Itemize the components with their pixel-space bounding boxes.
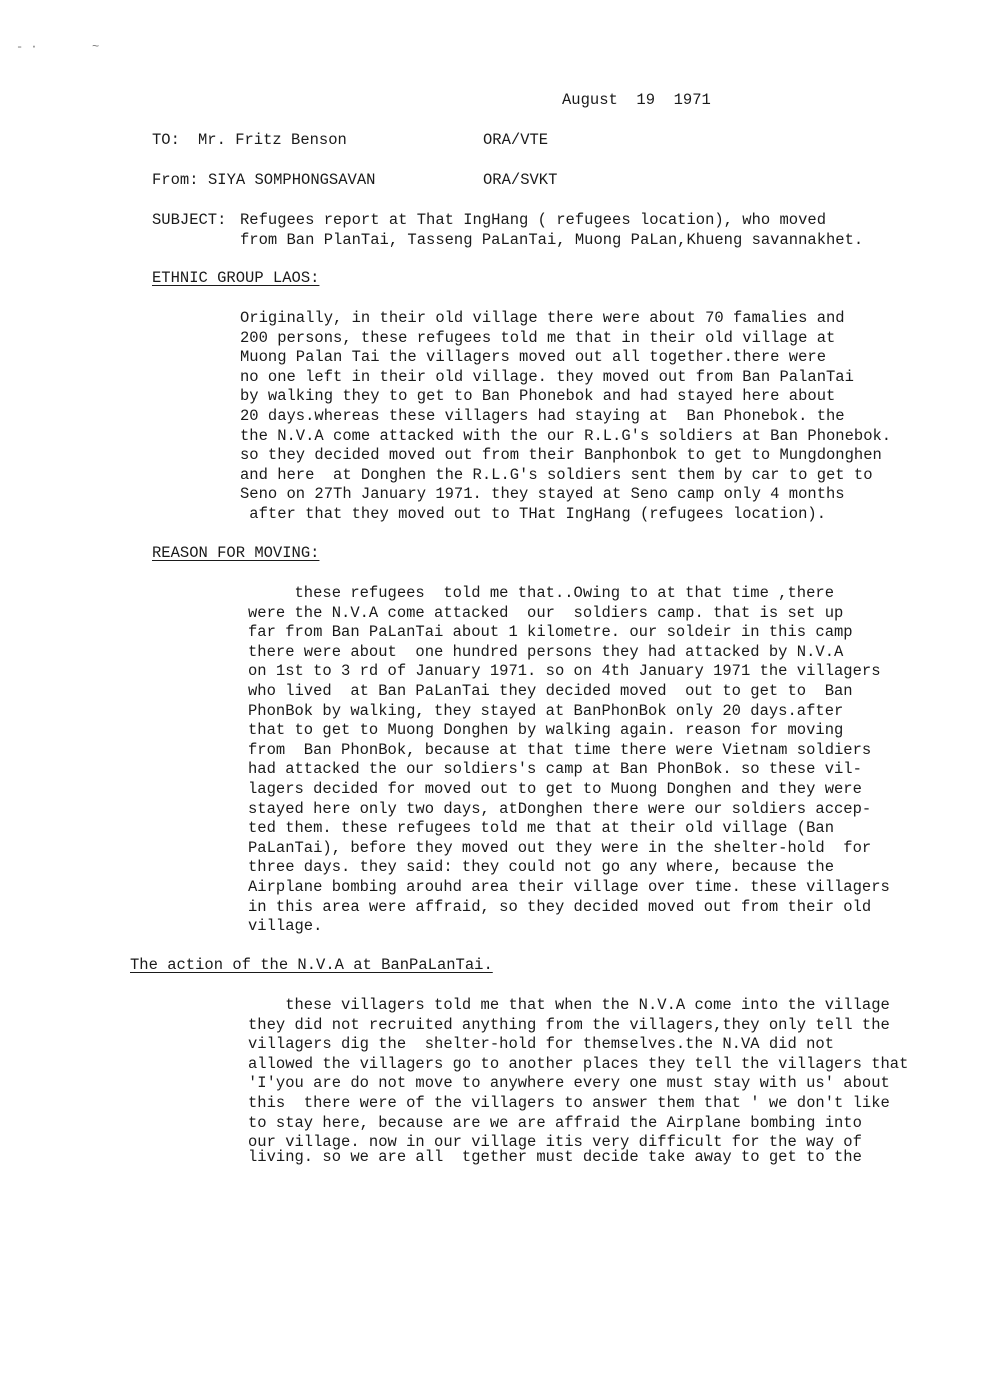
body-line: lagers decided for moved out to get to Muong Donghen and they were [248, 780, 862, 798]
section-heading-reason-for-moving: REASON FOR MOVING: [152, 544, 320, 562]
body-line: by walking they to get to Ban Phonebok and had stayed here about [240, 387, 836, 406]
body-line: three days. they said: they could not go any where, because the [248, 858, 834, 877]
body-line: these villagers told me that when the N.V.A come into the village [248, 996, 890, 1014]
from-label: From: [152, 171, 199, 189]
body-line: Airplane bombing arouhd area their village over time. these villagers [248, 878, 890, 896]
section-heading-ethnic-group: ETHNIC GROUP LAOS: [152, 269, 320, 287]
body-line: village. [248, 917, 323, 936]
subject-line-2: from Ban PlanTai, Tasseng PaLanTai, Muong PaLan,Khueng savannakhet. [240, 231, 864, 249]
body-line: from Ban PhonBok, because at that time there were Vietnam soldiers [248, 740, 872, 759]
body-line: Seno on 27Th January 1971. they stayed at Seno camp only 4 months [240, 485, 845, 504]
stray-mark: - · [16, 40, 38, 54]
body-line: stayed here only two days, atDonghen there were our soldiers accep- [248, 799, 872, 818]
body-line: no one left in their old village. they moved out from Ban PalanTai [240, 367, 854, 386]
to-label: TO: [152, 131, 180, 149]
body-line: the N.V.A come attacked with the our R.L.G's soldiers at Ban Phonebok. [240, 426, 892, 445]
from-name: SIYA SOMPHONGSAVAN [208, 171, 376, 189]
subject-label: SUBJECT: [152, 211, 227, 229]
body-line: on 1st to 3 rd of January 1971. so on 4th January 1971 the villagers [248, 662, 881, 681]
body-line: this there were of the villagers to answer them that ' we don't like [248, 1094, 890, 1112]
body-line: in this area were affraid, so they decided moved out from their old [248, 897, 872, 916]
body-line: there were about one hundred persons they had attacked by N.V.A [248, 642, 844, 661]
body-line: Muong Palan Tai the villagers moved out all together.there were [240, 348, 826, 367]
body-line: and here at Donghen the R.L.G's soldiers sent them by car to get to [240, 465, 873, 484]
body-line: ted them. these refugees told me that at their old village (Ban [248, 819, 834, 838]
body-line: to stay here, because are we are affraid the Airplane bombing into [248, 1113, 862, 1132]
body-line: Originally, in their old village there were about 70 famalies and [240, 309, 845, 327]
memo-date: August 19 1971 [562, 91, 711, 109]
body-line: 200 persons, these refugees told me that in their old village at [240, 328, 836, 347]
body-line: 20 days.whereas these villagers had staying at Ban Phonebok. the [240, 407, 845, 425]
body-line: PhonBok by walking, they stayed at BanPhonBok only 20 days.after [248, 701, 844, 720]
body-line: 'I'you are do not move to anywhere every one must stay with us' about [248, 1074, 890, 1093]
stray-mark: ~ [92, 40, 100, 54]
body-line: allowed the villagers go to another places they tell the villagers that [248, 1054, 909, 1073]
body-line: who lived at Ban PaLanTai they decided moved out to get to Ban [248, 682, 853, 700]
body-line: were the N.V.A come attacked our soldiers camp. that is set up [248, 603, 844, 622]
section-heading-nva-action: The action of the N.V.A at BanPaLanTai. [130, 956, 493, 974]
body-line: had attacked the our soldiers's camp at Ban PhonBok. so these vil- [248, 760, 862, 779]
body-line: after that they moved out to THat IngHang (refugees location). [240, 505, 826, 523]
body-line: that to get to Muong Donghen by walking again. reason for moving [248, 721, 844, 740]
body-line: villagers dig the shelter-hold for themselves.the N.VA did not [248, 1035, 834, 1054]
body-line: they did not recruited anything from the villagers,they only tell the [248, 1015, 890, 1034]
body-line: PaLanTai), before they moved out they were in the shelter-hold for [248, 838, 872, 857]
to-office: ORA/VTE [483, 131, 549, 149]
body-line: living. so we are all tgether must decide take away to get to the [248, 1148, 862, 1166]
body-line: so they decided moved out from their Banphonbok to get to Mungdonghen [240, 446, 882, 465]
body-line: these refugees told me that..Owing to at that time ,there [248, 584, 834, 602]
from-office: ORA/SVKT [483, 171, 558, 189]
body-line: our village. now in our village itis very difficult for the way of [248, 1133, 862, 1152]
subject-line-1: Refugees report at That IngHang ( refugees location), who moved [240, 211, 826, 229]
to-name: Mr. Fritz Benson [198, 131, 347, 149]
body-line: far from Ban PaLanTai about 1 kilometre. our soldeir in this camp [248, 623, 853, 642]
